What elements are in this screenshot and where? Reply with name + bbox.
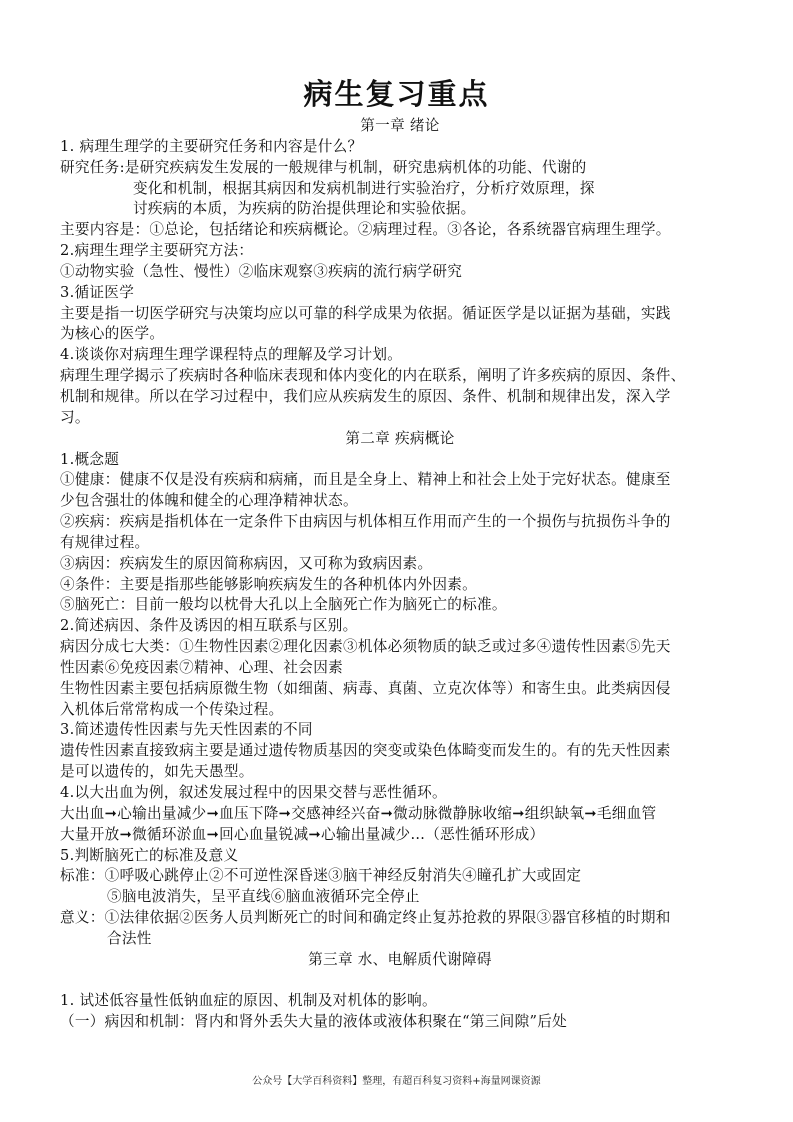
text-line: 病理生理学揭示了疾病时各种临床表现和体内变化的内在联系，阐明了许多疾病的原因、条件、 — [60, 367, 686, 385]
text-line: 大量开放➞微循环淤血➞回心血量锐减➞心输出量减少…（恶性循环形成） — [60, 825, 545, 843]
blank-line — [60, 971, 740, 992]
text-line: 2.病理生理学主要研究方法： — [60, 242, 254, 260]
text-line: 为核心的医学。 — [60, 325, 165, 343]
chapter-heading: 第三章 水、电解质代谢障碍 — [308, 950, 492, 968]
text-line: 讨疾病的本质，为疾病的防治提供理论和实验依据。 — [133, 200, 476, 218]
text-line: 5.判断脑死亡的标准及意义 — [60, 846, 239, 864]
text-line: ①健康：健康不仅是没有疾病和病痛，而且是全身上、精神上和社会上处于完好状态。健康至 — [60, 471, 671, 489]
text-line: 习。 — [60, 408, 90, 426]
text-line: 1.概念题 — [60, 450, 120, 468]
text-line: 合法性 — [107, 929, 152, 947]
text-line: ③病因：疾病发生的原因简称病因，又可称为致病因素。 — [60, 554, 433, 572]
text-line: 1. 病理生理学的主要研究任务和内容是什么？ — [60, 137, 363, 155]
footer-note: 公众号【大学百科资料】整理，有超百科复习资料+海量网课资源 — [252, 1076, 541, 1087]
text-line: 生物性因素主要包括病原微生物（如细菌、病毒、真菌、立克次体等）和寄生虫。此类病因侵 — [60, 679, 671, 697]
text-line: 变化和机制，根据其病因和发病机制进行实验治疗，分析疗效原理，探 — [133, 179, 595, 197]
text-line: 1. 试述低容量性低钠血症的原因、机制及对机体的影响。 — [60, 992, 437, 1010]
text-line: 4.谈谈你对病理生理学课程特点的理解及学习计划。 — [60, 346, 403, 364]
text-line: ⑤脑电波消失，呈平直线⑥脑血液循环完全停止 — [107, 888, 420, 906]
text-line: 大出血➞心输出量减少➞血压下降➞交感神经兴奋➞微动脉微静脉收缩➞组织缺氧➞毛细血管 — [60, 804, 657, 822]
text-line: 4.以大出血为例，叙述发展过程中的因果交替与恶性循环。 — [60, 784, 447, 801]
text-line: ①动物实验（急性、慢性）②临床观察③疾病的流行病学研究 — [60, 262, 463, 280]
text-line: ⑤脑死亡：目前一般均以枕骨大孔以上全脑死亡作为脑死亡的标准。 — [60, 596, 507, 614]
text-line: 意义：①法律依据②医务人员判断死亡的时间和确定终止复苏抢救的界限③器官移植的时期和 — [60, 909, 671, 927]
text-line: 标准：①呼吸心跳停止②不可逆性深昏迷③脑干神经反射消失④瞳孔扩大或固定 — [60, 867, 582, 885]
text-line: 机制和规律。所以在学习过程中，我们应从疾病发生的原因、条件、机制和规律出发，深入学 — [60, 387, 671, 405]
document-body — [60, 116, 740, 1033]
document-title: 病生复习重点 — [303, 77, 490, 111]
text-line: 少包含强壮的体魄和健全的心理净精神状态。 — [60, 492, 358, 510]
chapter-heading: 第一章 绪论 — [360, 117, 440, 134]
text-line: 研究任务:是研究疾病发生发展的一般规律与机制，研究患病机体的功能、代谢的 — [60, 158, 587, 176]
text-line: 主要内容是：①总论，包括绪论和疾病概论。②病理过程。③各论，各系统器官病理生理学。 — [60, 221, 671, 239]
text-line: 入机体后常常构成一个传染过程。 — [60, 700, 284, 718]
text-line: （一）病因和机制：肾内和肾外丢失大量的液体或液体积聚在“第三间隙”后处 — [60, 1013, 568, 1031]
text-line: 3.简述遗传性因素与先天性因素的不同 — [60, 721, 313, 739]
text-line: 有规律过程。 — [60, 533, 150, 551]
text-line: 遗传性因素直接致病主要是通过遗传物质基因的突变或染色体畸变而发生的。有的先天性因素 — [60, 742, 671, 760]
text-line: 3.循证医学 — [60, 283, 135, 301]
text-line: ②疾病：疾病是指机体在一定条件下由病因与机体相互作用而产生的一个损伤与抗损伤斗争的 — [60, 513, 671, 531]
text-line: ④条件：主要是指那些能够影响疾病发生的各种机体内外因素。 — [60, 575, 478, 593]
text-line: 是可以遗传的，如先天愚型。 — [60, 763, 254, 781]
text-line: 主要是指一切医学研究与决策均应以可靠的科学成果为依据。循证医学是以证据为基础，实践 — [60, 304, 671, 322]
text-line: 2.简述病因、条件及诱因的相互联系与区别。 — [60, 617, 358, 635]
text-line: 病因分成七大类：①生物性因素②理化因素③机体必须物质的缺乏或过多④遗传性因素⑤先天 — [60, 638, 671, 656]
text-line: 性因素⑥免疫因素⑦精神、心理、社会因素 — [60, 658, 343, 676]
chapter-heading: 第二章 疾病概论 — [345, 429, 455, 447]
